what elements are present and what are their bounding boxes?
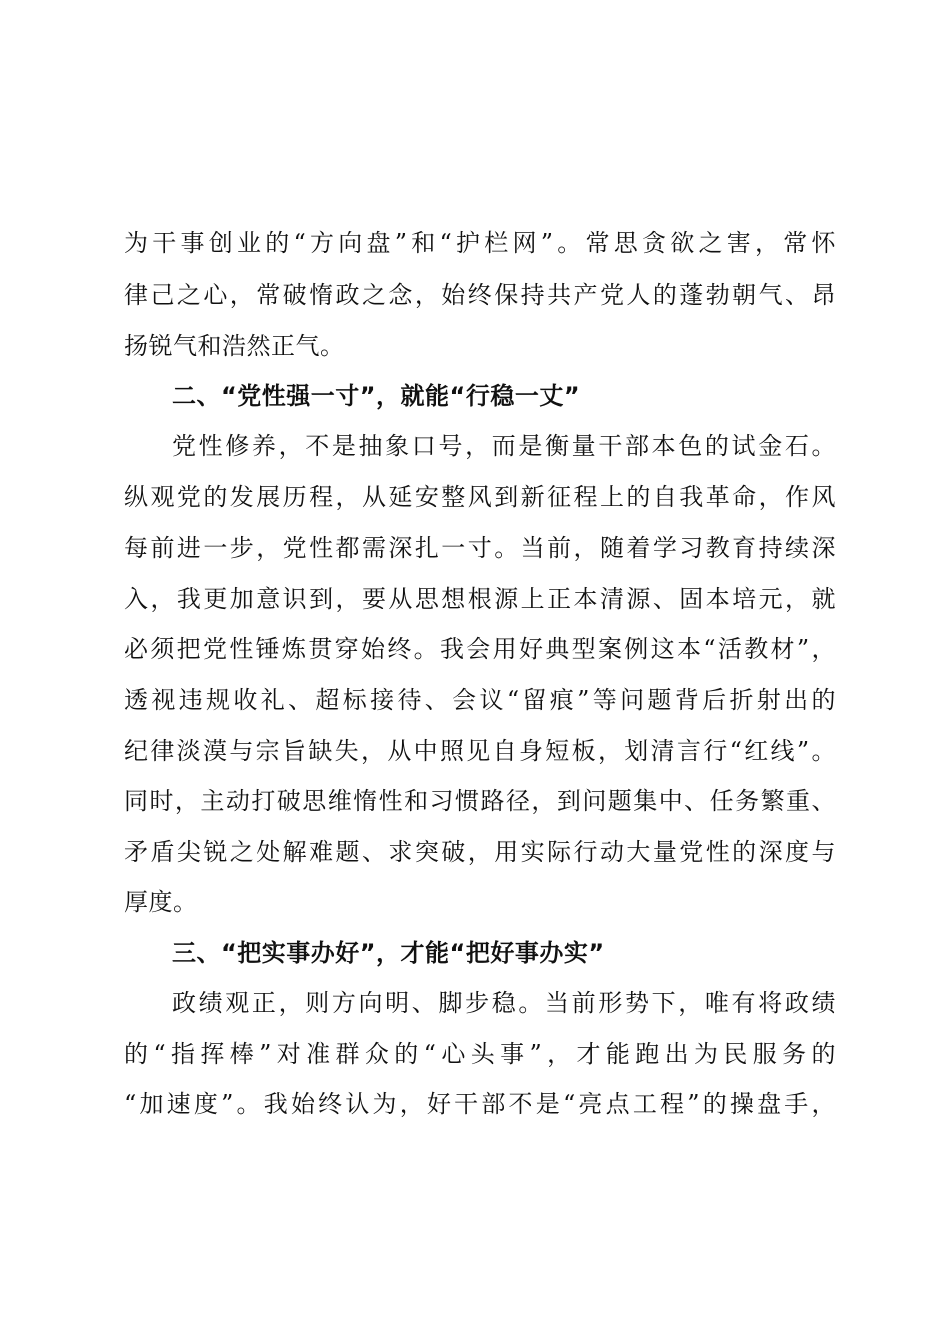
body-text-line: “加速度”。我始终认为，好干部不是“亮点工程”的操盘手， — [124, 1090, 836, 1118]
section-heading-2: 二、“党性强一寸”，就能“行稳一丈” — [172, 382, 581, 410]
body-text-line: 政绩观正，则方向明、脚步稳。当前形势下，唯有将政绩 — [172, 989, 836, 1017]
body-text-line: 纵观党的发展历程，从延安整风到新征程上的自我革命，作风 — [124, 483, 836, 511]
body-text-line: 律己之心，常破惰政之念，始终保持共产党人的蓬勃朝气、昂 — [124, 281, 836, 309]
section-heading-3: 三、“把实事办好”，才能“把好事办实” — [172, 939, 605, 967]
body-text-line: 透视违规收礼、超标接待、会议“留痕”等问题背后折射出的 — [124, 686, 836, 714]
body-text-line: 党性修养，不是抽象口号，而是衡量干部本色的试金石。 — [172, 432, 836, 460]
body-text-line: 每前进一步，党性都需深扎一寸。当前，随着学习教育持续深 — [124, 534, 836, 562]
body-text-line: 纪律淡漠与宗旨缺失，从中照见自身短板，划清言行“红线”。 — [124, 737, 836, 765]
body-text-line: 的“指挥棒”对准群众的“心头事”，才能跑出为民服务的 — [124, 1040, 836, 1068]
body-text-line: 必须把党性锤炼贯穿始终。我会用好典型案例这本“活教材”， — [124, 635, 836, 663]
body-text-line: 矛盾尖锐之处解难题、求突破，用实际行动大量党性的深度与 — [124, 838, 836, 866]
body-text-line: 厚度。 — [124, 888, 198, 916]
body-text-line: 扬锐气和浩然正气。 — [124, 332, 345, 360]
body-text-line: 同时，主动打破思维惰性和习惯路径，到问题集中、任务繁重、 — [124, 787, 836, 815]
body-text-line: 入，我更加意识到，要从思想根源上正本清源、固本培元，就 — [124, 585, 836, 613]
body-text-line: 为干事创业的“方向盘”和“护栏网”。常思贪欲之害，常怀 — [124, 229, 836, 257]
